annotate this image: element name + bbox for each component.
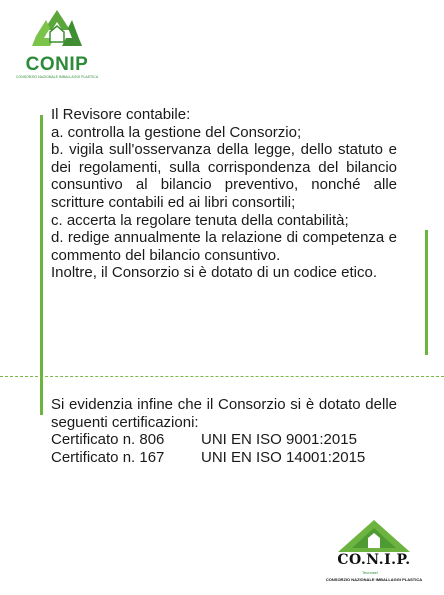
auditor-item-d: d. redige annualmente la relazione di competenza e commento del bilancio consuntivo. <box>51 229 397 264</box>
auditor-item-a: a. controlla la gestione del Consorzio; <box>51 123 302 141</box>
house-recycle-icon <box>334 518 414 554</box>
auditor-item-b: b. vigila sull'osservanza della legge, dello statuto e dei regolamenti, sulla corrispondenza del bilancio consuntivo al bilancio preventivo, nonché alle scritture contabili ed ai libri consortili; <box>51 141 397 211</box>
footer-logo-tag: Tecnosei <box>362 570 378 575</box>
auditor-item-c: c. accerta la regolare tenuta della contabilità; <box>51 211 349 229</box>
logo-tagline: CONSORZIO NAZIONALE IMBALLAGGI PLASTICA <box>15 75 99 79</box>
recycle-icon <box>22 6 92 54</box>
footer-logo-subtitle: CONSORZIO NAZIONALE IMBALLAGGI PLASTICA <box>325 577 423 582</box>
conip-footer-logo <box>318 518 430 590</box>
certificate-number: Certificato n. 167 <box>51 448 165 466</box>
logo-name: CONIP <box>25 54 89 75</box>
certificate-standard: UNI EN ISO 9001:2015 <box>201 431 357 449</box>
certificate-row <box>51 431 397 449</box>
certifications-section <box>51 396 397 466</box>
right-accent-bar <box>425 230 428 355</box>
conip-logo <box>14 6 100 82</box>
ethics-code-note: Inoltre, il Consorzio si è dotato di un codice etico. <box>51 264 378 282</box>
section-divider <box>0 376 444 377</box>
auditor-section <box>51 106 397 282</box>
certificate-row <box>51 449 397 467</box>
certificate-standard: UNI EN ISO 14001:2015 <box>201 448 366 466</box>
footer-logo-name: CO.N.I.P. <box>337 552 411 568</box>
certificate-number: Certificato n. 806 <box>51 431 165 449</box>
left-accent-bar <box>40 115 43 415</box>
auditor-intro: Il Revisore contabile: <box>51 106 191 123</box>
certifications-intro: Si evidenzia infine che il Consorzio si è dotato delle seguenti certificazioni: <box>51 396 397 431</box>
